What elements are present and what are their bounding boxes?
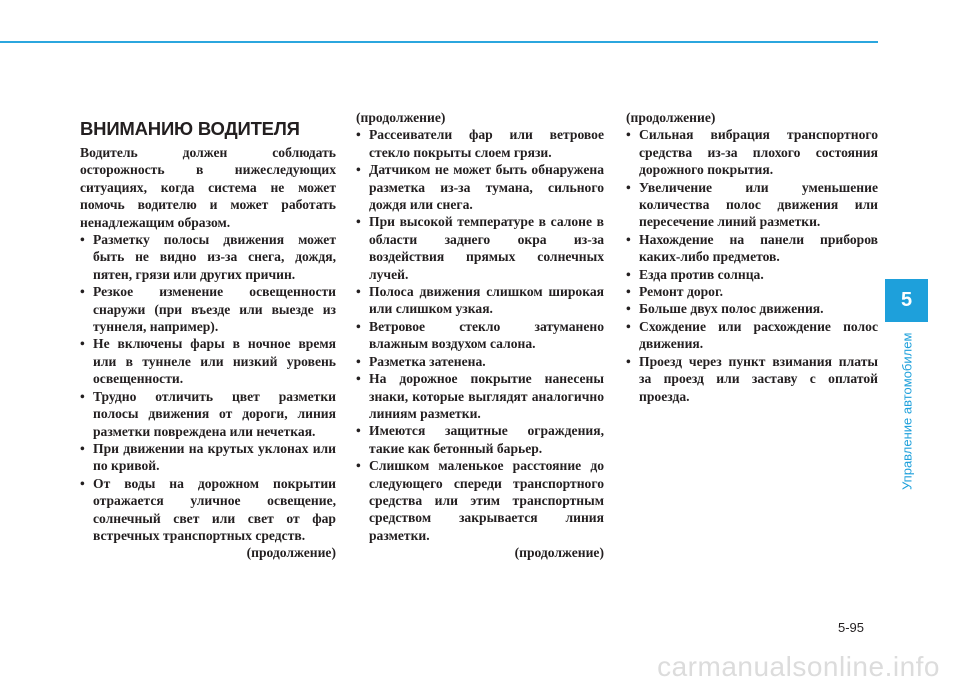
list-item: • На дорожное покрытие нанесены знаки, которые выглядят аналогично линиям разметки.	[356, 370, 604, 422]
warning-list	[80, 231, 336, 544]
list-item: • Не включены фары в ночное время или в туннеле или низкий уровень освещенности.	[80, 335, 336, 387]
list-item: • Ремонт дорог.	[626, 283, 878, 300]
list-item: • От воды на дорожном покрытии отражается уличное освещение, солнечный свет или свет от фар встречных транспортных средств.	[80, 475, 336, 545]
page-number: 5-95	[838, 620, 865, 635]
continued-label: (продолжение)	[246, 545, 336, 561]
list-item: • Езда против солнца.	[626, 266, 878, 283]
list-item: • Слишком маленькое расстояние до следующего спереди транспортного средства или этим транспортным средством закрывается линия разметки.	[356, 457, 604, 544]
list-item: • Разметку полосы движения может быть не видно из-за снега, дождя, пятен, грязи или других причин.	[80, 231, 336, 283]
list-item: • Ветровое стекло затуманено влажным воздухом салона.	[356, 318, 604, 353]
continued-top-label: (продолжение)	[356, 110, 446, 125]
list-item: • При высокой температуре в салоне в области заднего окра из-за воздействия прямых солнечных лучей.	[356, 213, 604, 283]
chapter-number-tab	[885, 279, 928, 322]
list-item: • Сильная вибрация транспортного средства из-за плохого состояния дорожного покрытия.	[626, 126, 878, 178]
list-item: • Проезд через пункт взимания платы за проезд или заставу с оплатой проезда.	[626, 353, 878, 405]
column-2	[356, 109, 604, 562]
column-1	[80, 118, 336, 562]
list-item: • Рассеиватели фар или ветровое стекло покрыты слоем грязи.	[356, 126, 604, 161]
intro-paragraph: Водитель должен соблюдать осторожность в нижеследующих ситуациях, когда система не может помочь водителю и может работать ненадлежащим образом.	[80, 145, 336, 230]
list-item: • Полоса движения слишком широкая или слишком узкая.	[356, 283, 604, 318]
watermark: carmanualsonline.info	[657, 651, 940, 682]
section-heading: ВНИМАНИЮ ВОДИТЕЛЯ	[80, 118, 300, 139]
list-item: • Датчиком не может быть обнаружена разметка из-за тумана, сильного дождя или снега.	[356, 161, 604, 213]
list-item: • Имеются защитные ограждения, такие как бетонный барьер.	[356, 422, 604, 457]
continued-top-label: (продолжение)	[626, 110, 716, 125]
chapter-title: Управление автомобилем	[899, 332, 915, 490]
column-3	[626, 109, 878, 405]
list-item: • Нахождение на панели приборов каких-либо предметов.	[626, 231, 878, 266]
chapter-number: 5	[900, 289, 913, 311]
list-item: • Резкое изменение освещенности снаружи (при въезде или выезде из туннеля, например).	[80, 283, 336, 335]
warning-list	[626, 126, 878, 405]
list-item: • Разметка затенена.	[356, 353, 604, 370]
list-item: • Больше двух полос движения.	[626, 300, 878, 317]
list-item: • Увеличение или уменьшение количества полос движения или пересечение линий разметки.	[626, 179, 878, 231]
warning-list	[356, 126, 604, 544]
list-item: • Трудно отличить цвет разметки полосы движения от дороги, линия разметки повреждена или нечеткая.	[80, 388, 336, 440]
list-item: • Схождение или расхождение полос движения.	[626, 318, 878, 353]
continued-label: (продолжение)	[514, 545, 604, 561]
list-item: • При движении на крутых уклонах или по кривой.	[80, 440, 336, 475]
header-rule	[0, 41, 878, 43]
